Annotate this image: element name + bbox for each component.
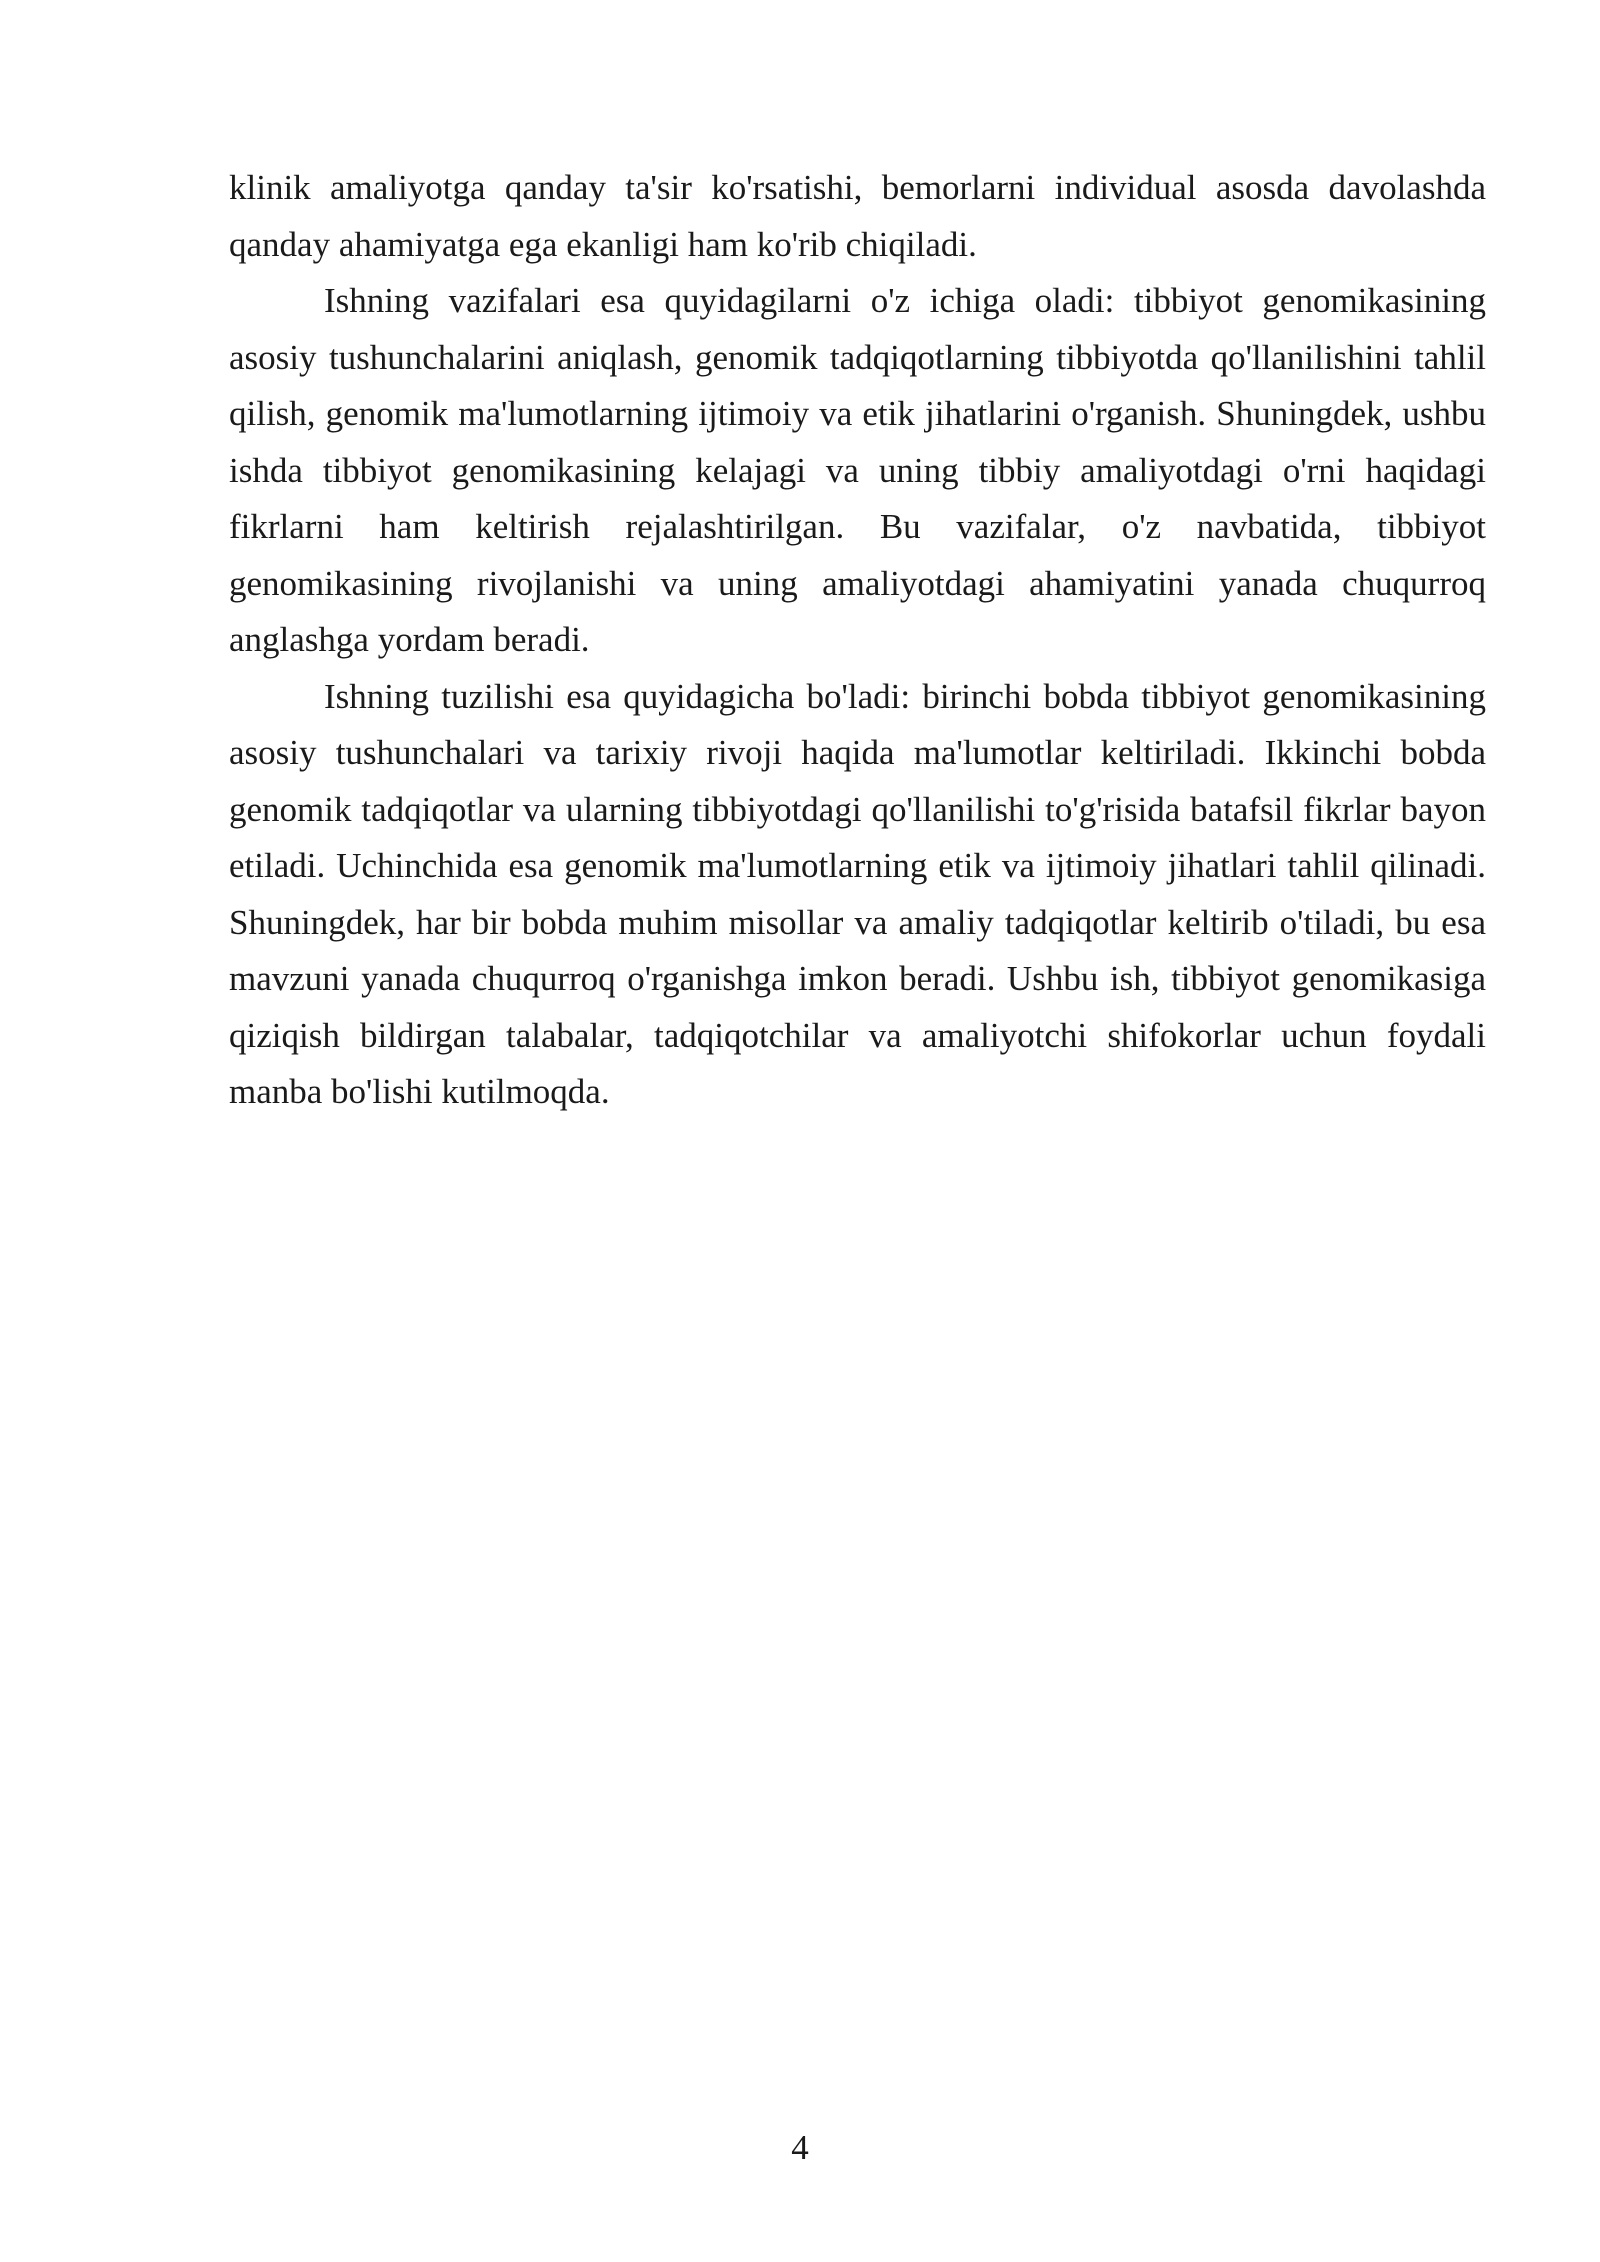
paragraph-structure: Ishning tuzilishi esa quyidagicha bo'ladi: birinchi bobda tibbiyot genomikasining asosiy tushunchalari va tarixiy rivoji haqida ma'lumotlar keltiriladi. Ikkinchi bobda genomik tadqiqotlar va ularning tibbiyotdagi qo'llanilishi to'g'risida batafsil fikrlar bayon etiladi. Uchinchida esa genomik ma'lumotlarning etik va ijtimoiy jihatlari tahlil qilinadi. Shuningdek, har bir bobda muhim misollar va amaliy tadqiqotlar keltirib o'tiladi, bu esa mavzuni yanada chuqurroq o'rganishga imkon beradi. Ushbu ish, tibbiyot genomikasiga qiziqish bildirgan talabalar, tadqiqotchilar va amaliyotchi shifokorlar uchun foydali manba bo'lishi kutilmoqda. — [229, 676, 1486, 1111]
page-number: 4 — [791, 2128, 809, 2167]
paragraph-tasks: Ishning vazifalari esa quyidagilarni o'z ichiga oladi: tibbiyot genomikasining asosiy tushunchalarini aniqlash, genomik tadqiqotlarning tibbiyotda qo'llanilishini tahlil qilish, genomik ma'lumotlarning ijtimoiy va etik jihatlarini o'rganish. Shuningdek, ushbu ishda tibbiyot genomikasining kelajagi va uning tibbiy amaliyotdagi o'rni haqidagi fikrlarni ham keltirish rejalashtirilgan. Bu vazifalar, o'z navbatida, tibbiyot genomikasining rivojlanishi va uning amaliyotdagi ahamiyatini yanada chuqurroq anglashga yordam beradi. — [229, 281, 1486, 659]
paragraph-continuation: klinik amaliyotga qanday ta'sir ko'rsatishi, bemorlarni individual asosda davolashda qanday ahamiyatga ega ekanligi ham ko'rib chiqiladi. — [229, 168, 1486, 264]
body-text — [229, 160, 1486, 1121]
